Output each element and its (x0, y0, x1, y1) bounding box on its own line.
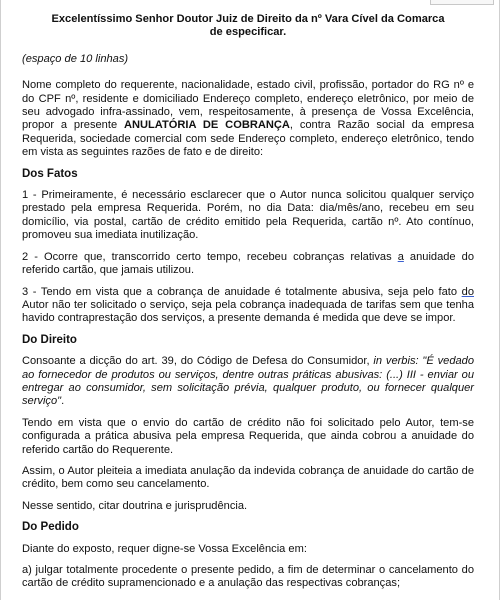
section-heading-direito: Do Direito (22, 333, 77, 346)
direito-paragraph-3: Assim, o Autor pleiteia a imediata anulação da indevida cobrança de anuidade do cartão de crédito, bem como seu cancelamento. (22, 464, 474, 491)
page-left-edge (0, 0, 1, 600)
title-line-1: Excelentíssimo Senhor Doutor Juiz de Direito da nº Vara Cível da Comarca (51, 13, 445, 25)
header-box (430, 0, 494, 5)
document-body (22, 13, 474, 599)
direito-paragraph-4: Nesse sentido, citar doutrina e jurisprudência. (22, 499, 248, 512)
direito-paragraph-2: Tendo em vista que o envio do cartão de crédito não foi solicitado pelo Autor, tem-se configurada a prática abusiva pela empresa Requerida, que ainda cobrou a anuidade do referido cartão do Requerente. (22, 416, 474, 456)
section-heading-fatos: Dos Fatos (22, 167, 78, 180)
action-name: ANULATÓRIA DE COBRANÇA (123, 119, 290, 132)
direito-paragraph-1: Consoante a dicção do art. 39, do Código de Defesa do Consumidor, in verbis: "É vedado ao fornecedor de produtos ou serviços, dentre outras práticas abusivas: (...) III - enviar ou entregar ao consumidor, sem solicitação prévia, qualquer produto, ou fornecer qualquer serviço". (22, 355, 474, 408)
underlined-word: do (461, 285, 474, 298)
underlined-word: a (397, 250, 404, 263)
fatos-paragraph-1: 1 - Primeiramente, é necessário esclarecer que o Autor nunca solicitou qualquer serviço prestado pela empresa Requerida. Porém, no dia Data: dia/mês/ano, recebeu em seu domicílio, via postal, cartão de crédito emitido pela Requerida, cartão nº. Ato contínuo, promoveu sua imediata inutilização. (22, 189, 474, 242)
space-note: (espaço de 10 linhas) (22, 52, 129, 65)
pedido-paragraph-2: a) julgar totalmente procedente o presente pedido, a fim de determinar o cancelamento do cartão de crédito supramencionado e a anulação das respectivas cobranças; (22, 564, 474, 590)
legal-quote: in verbis: "É vedado ao fornecedor de produtos ou serviços, dentre outras práticas abusivas: (...) III - enviar ou entregar ao consumidor, sem solicitação prévia, qualquer produto, ou fornecer qualquer serviço" (22, 355, 474, 408)
fatos-paragraph-2: 2 - Ocorre que, transcorrido certo tempo, recebeu cobranças relativas a anuidade do referido cartão, que jamais utilizou. (22, 250, 474, 277)
fatos-paragraph-3: 3 - Tendo em vista que a cobrança de anuidade é totalmente abusiva, seja pelo fato do Autor não ter solicitado o serviço, seja pela cobrança inadequada de tarifas sem que tenha havido contraprestação dos serviços, a presente demanda é medida que deve se impor. (22, 285, 474, 325)
section-heading-pedido: Do Pedido (22, 521, 79, 534)
title-line-2: de especificar. (209, 26, 287, 39)
intro-paragraph: Nome completo do requerente, nacionalidade, estado civil, profissão, portador do RG nº e do CPF nº, residente e domiciliado Endereço completo, endereço eletrônico, por meio de seu advogado infra-assinado, vem, respeitosamente, à presença de Vossa Excelência, propor a presente ANULATÓRIA DE COBRANÇA, contra Razão social da empresa Requerida, sociedade comercial com sede Endereço completo, endereço eletrônico, tendo em vista as seguintes razões de fato e de direito: (22, 79, 474, 159)
pedido-paragraph-1: Diante do exposto, requer digne-se Vossa Excelência em: (22, 542, 307, 555)
document-title (22, 13, 474, 40)
